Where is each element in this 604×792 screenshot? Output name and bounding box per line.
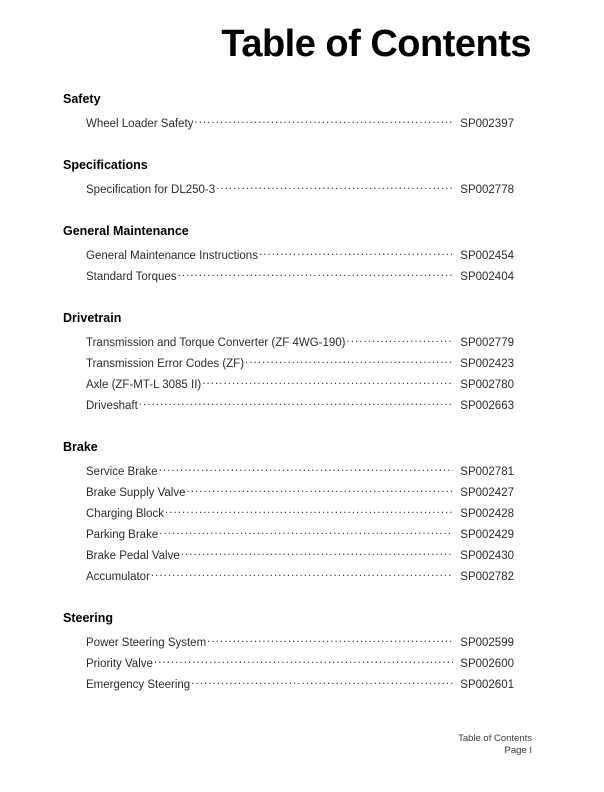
toc-entry-page-code: SP002600 <box>460 658 514 670</box>
toc-entry[interactable] <box>63 114 514 135</box>
toc-entry-title: Brake Supply Valve <box>86 487 186 499</box>
dot-leader <box>159 463 453 475</box>
dot-leader <box>191 676 453 688</box>
toc-entry-page-code: SP002601 <box>460 679 514 691</box>
toc-entry-page-code: SP002404 <box>460 271 514 283</box>
toc-entry-page-code: SP002397 <box>460 118 514 130</box>
toc-entry[interactable] <box>63 354 514 375</box>
toc-entry[interactable] <box>63 675 514 696</box>
toc-entry-title: General Maintenance Instructions <box>86 250 258 262</box>
dot-leader <box>216 181 453 193</box>
toc-entry-title: Priority Valve <box>86 658 153 670</box>
toc-entry-page-code: SP002429 <box>460 529 514 541</box>
toc-entry[interactable] <box>63 633 514 654</box>
toc-section-heading: Safety <box>63 92 101 106</box>
dot-leader <box>154 655 453 667</box>
dot-leader <box>194 115 453 127</box>
toc-entry-page-code: SP002430 <box>460 550 514 562</box>
dot-leader <box>207 634 453 646</box>
toc-entry-page-code: SP002781 <box>460 466 514 478</box>
toc-section <box>63 611 514 696</box>
toc-section <box>63 224 514 288</box>
toc-entry-title: Service Brake <box>86 466 158 478</box>
toc-entry[interactable] <box>63 546 514 567</box>
dot-leader <box>187 484 453 496</box>
toc-entry-list <box>63 633 514 696</box>
toc-section <box>63 311 514 417</box>
toc-entry[interactable] <box>63 396 514 417</box>
toc-entry[interactable] <box>63 654 514 675</box>
toc-entry-title: Driveshaft <box>86 400 138 412</box>
toc-entry[interactable] <box>63 246 514 267</box>
toc-section <box>63 158 514 201</box>
toc-entry-page-code: SP002779 <box>460 337 514 349</box>
toc-entry-page-code: SP002599 <box>460 637 514 649</box>
footer-title: Table of Contents <box>458 733 532 744</box>
toc-entry[interactable] <box>63 525 514 546</box>
toc-entry-list <box>63 246 514 288</box>
dot-leader <box>245 355 453 367</box>
dot-leader <box>159 526 453 538</box>
dot-leader <box>151 568 453 580</box>
dot-leader <box>202 376 453 388</box>
toc-entry[interactable] <box>63 567 514 588</box>
toc-entry-title: Transmission Error Codes (ZF) <box>86 358 245 370</box>
toc-section-heading: Drivetrain <box>63 311 122 325</box>
toc-section-heading: Steering <box>63 611 114 625</box>
footer-page-number: Page I <box>504 744 532 756</box>
toc-entry-page-code: SP002423 <box>460 358 514 370</box>
toc-entry-page-code: SP002663 <box>460 400 514 412</box>
toc-entry-list <box>63 462 514 588</box>
toc-section-heading: Brake <box>63 440 98 454</box>
toc-entry[interactable] <box>63 483 514 504</box>
toc-entry-title: Parking Brake <box>86 529 159 541</box>
toc-entry[interactable] <box>63 180 514 201</box>
toc-entry-title: Emergency Steering <box>86 679 191 691</box>
toc-entry-title: Transmission and Torque Converter (ZF 4WG-190) <box>86 337 346 349</box>
toc-section <box>63 440 514 588</box>
page-title: Table of Contents <box>221 23 531 65</box>
toc-entry-title: Brake Pedal Valve <box>86 550 180 562</box>
toc-entry-page-code: SP002454 <box>460 250 514 262</box>
toc-entry[interactable] <box>63 504 514 525</box>
toc-entry-page-code: SP002427 <box>460 487 514 499</box>
toc-section-heading: General Maintenance <box>63 224 189 238</box>
dot-leader <box>165 505 453 517</box>
toc-entry-title: Accumulator <box>86 571 150 583</box>
dot-leader <box>181 547 453 559</box>
page-footer <box>63 733 532 756</box>
toc-entry-title: Wheel Loader Safety <box>86 118 194 130</box>
dot-leader <box>259 247 453 259</box>
toc-entry-list <box>63 180 514 201</box>
toc-entry-title: Axle (ZF-MT-L 3085 II) <box>86 379 202 391</box>
dot-leader <box>346 334 453 346</box>
toc-entry[interactable] <box>63 462 514 483</box>
toc-entry-list <box>63 114 514 135</box>
dot-leader <box>178 268 453 280</box>
toc-section-heading: Specifications <box>63 158 148 172</box>
toc-entry-page-code: SP002780 <box>460 379 514 391</box>
dot-leader <box>139 397 453 409</box>
toc-entry-title: Power Steering System <box>86 637 207 649</box>
toc-entry[interactable] <box>63 333 514 354</box>
toc-entry-title: Specification for DL250-3 <box>86 184 216 196</box>
toc-entry[interactable] <box>63 267 514 288</box>
table-of-contents <box>63 92 514 696</box>
toc-entry-page-code: SP002778 <box>460 184 514 196</box>
toc-entry-page-code: SP002428 <box>460 508 514 520</box>
toc-entry-page-code: SP002782 <box>460 571 514 583</box>
toc-section <box>63 92 514 135</box>
toc-entry-list <box>63 333 514 417</box>
toc-entry-title: Standard Torques <box>86 271 177 283</box>
toc-entry[interactable] <box>63 375 514 396</box>
toc-entry-title: Charging Block <box>86 508 164 520</box>
